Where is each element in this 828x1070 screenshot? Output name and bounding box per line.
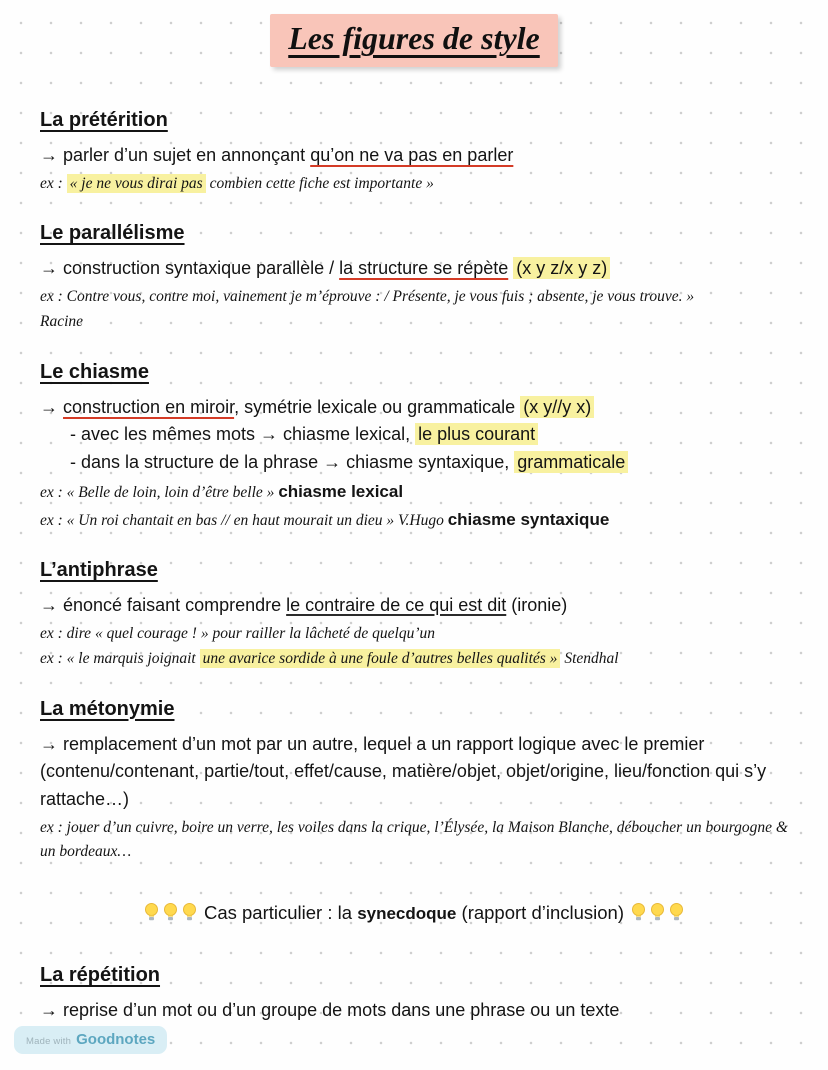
text-segment: Racine [40,313,84,331]
example-line [40,622,788,645]
example-line [40,507,788,533]
text-segment: ex : Contre vous, contre moi, vainement je m’éprouve : / Présente, je vous fuis ; absente, je vous trouve. » [40,288,695,306]
text-line [40,731,788,815]
note-content [0,109,828,1025]
example-line [40,647,788,670]
highlighted-text: « je ne vous dirai pas [67,174,206,193]
section-heading: L’antiphrase [40,559,158,582]
highlighted-text: une avarice sordide à une foule d’autres belles qualités » [200,649,561,668]
section-l-antiphrase [40,559,788,670]
section-le-chiasme [40,361,788,533]
example-line [40,172,788,195]
underlined-text: qu’on ne va pas en parler [310,145,514,165]
goodnotes-logo: Goodnotes [76,1031,156,1048]
text-segment: chiasme lexical [278,482,404,502]
underlined-text: construction en miroir [63,396,235,417]
section-la-repetition [40,964,788,1025]
example-line [40,285,788,308]
lightbulb-icon [630,902,647,931]
text-segment: ex : jouer d’un cuivre, boire un verre, les voiles dans la crique, l’Élysée, la Maison Blanche, déboucher un bourgogne & un bordeaux… [40,819,788,860]
section-heading: La répétition [40,964,161,987]
text-line [40,449,788,477]
text-segment: synecdoque [357,903,457,923]
text-segment: Stendhal [560,650,619,668]
lightbulb-icon [181,902,198,931]
text-line [40,255,788,283]
goodnotes-watermark [14,1026,167,1054]
section-la-preterition [40,109,788,195]
highlighted-text: grammaticale [514,451,628,473]
section-le-parallelisme [40,222,788,333]
text-line [40,899,788,931]
section-heading: Le chiasme [40,360,149,383]
section-heading: La prétérition [40,109,168,131]
text-segment: → [40,396,64,417]
text-segment: → remplacement d’un mot par un autre, lequel a un rapport logique avec le premier (contenu/contenant, partie/tout, effet/cause, matière/objet, objet/origine, lieu/fonction qui s’y rattache…) [40,733,767,810]
text-segment: combien cette fiche est importante » [205,174,434,192]
lightbulb-icon [143,902,160,931]
section-heading: La métonymie [40,697,175,720]
text-line [40,394,788,422]
text-segment: - avec les mêmes mots → chiasme lexical, [70,424,416,445]
text-segment: ex : « Un roi chantait en bas // en haut mourait un dieu » V.Hugo [40,511,448,529]
text-segment: (ironie) [506,595,568,616]
page-title: Les figures de style [270,14,558,67]
underlined-text: la structure se répète [339,258,509,279]
text-segment: chiasme syntaxique [447,509,610,529]
text-segment: ex : dire « quel courage ! » pour railler la lâcheté de quelqu’un [40,625,436,643]
section-heading: Le parallélisme [40,222,185,245]
example-line [40,816,788,863]
lightbulb-icon [162,902,179,931]
note-callout [40,899,788,931]
text-segment: ex : [40,174,67,192]
text-segment: ex : « le marquis joignait [40,650,200,668]
underlined-text: le contraire de ce qui est dit [286,595,507,616]
example-line [40,479,788,505]
highlighted-text: (x y//y x) [520,396,594,418]
text-line [40,997,788,1025]
text-segment: - dans la structure de la phrase → chiasme syntaxique, [70,452,515,473]
text-segment: (rapport d’inclusion) [456,901,630,923]
title-container [0,0,828,67]
highlighted-text: (x y z/x y z) [513,257,610,279]
highlighted-text: le plus courant [415,423,538,445]
example-line [40,310,788,333]
text-line [40,592,788,620]
text-segment: ex : « Belle de loin, loin d’être belle » [40,484,279,502]
made-with-label: Made with [26,1036,72,1047]
text-segment: , symétrie lexicale ou grammaticale [234,396,521,417]
text-line [40,421,788,449]
text-segment: → énoncé faisant comprendre [40,595,287,616]
section-la-metonymie [40,698,788,863]
lightbulb-icon [649,902,666,931]
text-line [40,142,788,170]
text-segment: Cas particulier : la [198,901,358,923]
text-segment: → parler d’un sujet en annonçant [40,145,311,165]
lightbulb-icon [668,902,685,931]
text-segment: → reprise d’un mot ou d’un groupe de mots dans une phrase ou un texte [40,1000,620,1021]
text-segment: → construction syntaxique parallèle / [40,258,340,279]
